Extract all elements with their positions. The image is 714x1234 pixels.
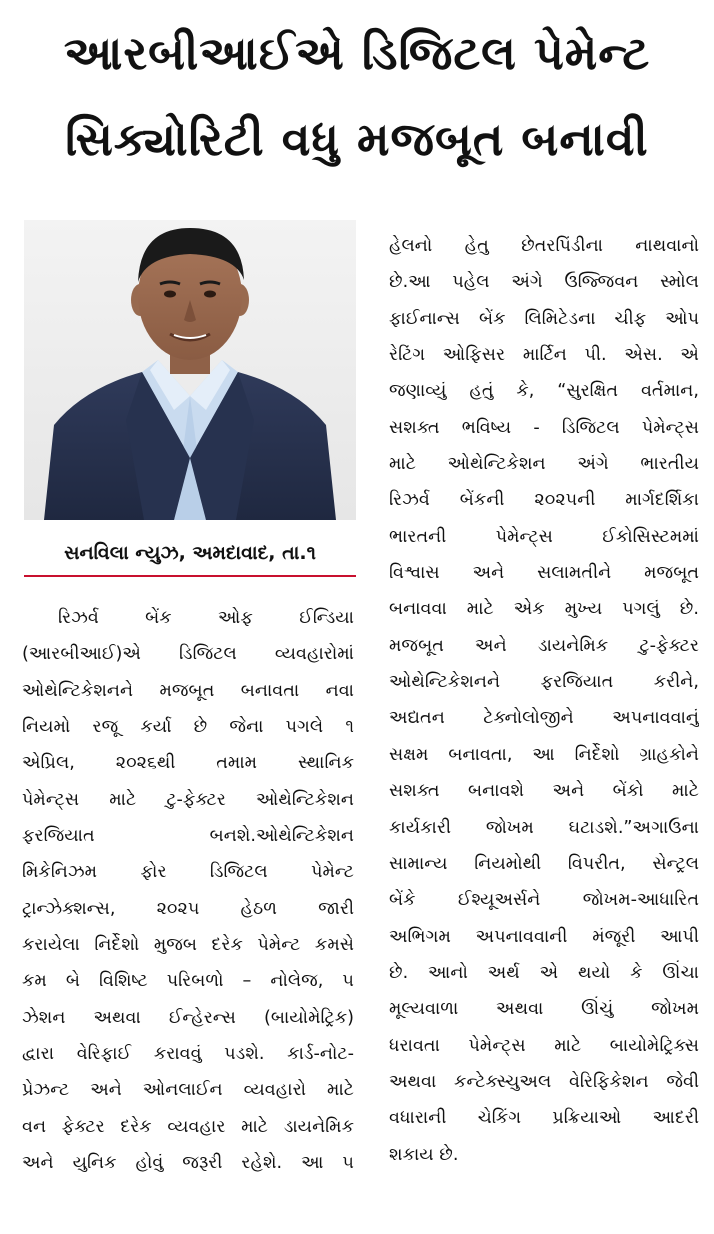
article-line: અને યુનિક હોવું જરૂરી રહેશે. આ ૫ (22, 1153, 354, 1174)
article-line: પેમેન્ટ્સ માટે ટુ-ફેક્ટર ઓથેન્ટિકેશન (22, 789, 354, 810)
headline-line-2: સિક્યોરિટી વધુ મજબૂત બનાવી (65, 112, 649, 166)
article-line: છે.આ પહેલ અંગે ઉજ્જિવન સ્મોલ (389, 272, 699, 293)
article-line: ઓથેન્ટિકેશનને ફરજિયાત કરીને, (389, 672, 699, 693)
article-column-right (389, 228, 699, 1173)
article-line: ફાઈનાન્સ બેંક લિમિટેડના ચીફ ઓપ (389, 308, 699, 329)
byline-divider (24, 575, 356, 577)
article-line: બેંકે ઈશ્યૂઅર્સને જોખમ-આધારિત (389, 890, 699, 911)
article-line: કાર્યકારી જોખમ ઘટાડશે.”અગાઉના (389, 817, 699, 838)
headline (14, 10, 700, 182)
article-line: રિઝર્વ બેંકની ૨૦૨૫ની માર્ગદર્શિકા (389, 490, 699, 511)
article-line: અથવા કન્ટેક્સ્ચુઅલ વેરિફિકેશન જેવી (389, 1071, 699, 1092)
article-line: વન ફેક્ટર દરેક વ્યવહાર માટે ડાયનેમિક (22, 1116, 354, 1137)
article-line: છે. આનો અર્થ એ થયો કે ઊંચા (389, 962, 699, 983)
article-line: ટ્રાન્ઝેક્શન્સ, ૨૦૨૫ હેઠળ જારી (22, 898, 354, 919)
article-line: વધારાની ચેકિંગ પ્રક્રિયાઓ આદરી (389, 1108, 699, 1129)
article-line: પ્રેઝન્ટ અને ઓનલાઈન વ્યવહારો માટે (22, 1080, 354, 1101)
article-line: ઓથેન્ટિકેશનને મજબૂત બનાવતા નવા (22, 680, 354, 701)
article-line: ફરજિયાત બનશે.ઓથેન્ટિકેશન (22, 826, 354, 847)
article-line: મિકેનિઝમ ફોર ડિજિટલ પેમેન્ટ (22, 862, 354, 883)
article-line: કરાયેલા નિર્દેશો મુજબ દરેક પેમેન્ટ કમસે (22, 935, 354, 956)
article-line: ધરાવતા પેમેન્ટ્સ માટે બાયોમેટ્રિક્સ (389, 1035, 699, 1056)
article-line: રિઝર્વ બેંક ઓફ ઈન્ડિયા (58, 608, 354, 628)
article-line: સક્ષમ બનાવતા, આ નિર્દેશો ગ્રાહકોને (389, 744, 699, 765)
article-line: ઝેશન અથવા ઈન્હેરન્સ (બાયોમેટ્રિક) (22, 1007, 354, 1028)
article-line: ભારતની પેમેન્ટ્સ ઈકોસિસ્ટમમાં (389, 526, 699, 547)
byline: સનવિલા ન્યુઝ, અમદાવાદ, તા.૧ (64, 542, 316, 564)
article-line: અદ્યતન ટેક્નોલોજીને અપનાવવાનું (389, 708, 699, 729)
article-line: એપ્રિલ, ૨૦૨૬થી તમામ સ્થાનિક (22, 753, 354, 774)
article-line: રેટિંગ ઓફિસર માર્ટિન પી. એસ. એ (389, 345, 699, 366)
headline-line-1: આરબીઆઈએ ડિજિટલ પેમેન્ટ (63, 26, 651, 80)
article-line: જણાવ્યું હતું કે, “સુરક્ષિત વર્તમાન, (389, 381, 699, 402)
article-line: શકાય છે. (389, 1144, 459, 1165)
portrait-photo (24, 220, 356, 520)
article-line: મજબૂત અને ડાયનેમિક ટુ-ફેક્ટર (389, 635, 699, 656)
article-line: સશક્ત ભવિષ્ય - ડિજિટલ પેમેન્ટ્સ (389, 417, 699, 438)
article-line: મૂલ્યવાળા અથવા ઊંચું જોખમ (389, 999, 699, 1020)
article-line: સામાન્ય નિયમોથી વિપરીત, સેન્ટ્રલ (389, 853, 699, 874)
portrait-illustration (24, 220, 356, 520)
article-line: (આરબીઆઈ)એ ડિજિટલ વ્યવહારોમાં (22, 644, 354, 665)
article-line: માટે ઓથેન્ટિકેશન અંગે ભારતીય (389, 454, 699, 475)
article-line: અભિગમ અપનાવવાની મંજૂરી આપી (389, 926, 699, 947)
article-line: બનાવવા માટે એક મુખ્ય પગલું છે. (389, 599, 699, 620)
article-line: વિશ્વાસ અને સલામતીને મજબૂત (389, 563, 699, 584)
article-line: કમ બે વિશિષ્ટ પરિબળો – નોલેજ, ૫ (22, 971, 354, 992)
article-line: દ્વારા વેરિફાઈ કરાવવું પડશે. કાર્ડ-નોટ- (22, 1044, 354, 1065)
article-line: સશક્ત બનાવશે અને બેંકો માટે (389, 781, 699, 802)
article-line: હેલનો હેતુ છેતરપિંડીના નાથવાનો (389, 236, 699, 256)
article-line: નિયમો રજૂ કર્યા છે જેના પગલે ૧ (22, 717, 354, 738)
article-column-left (22, 600, 354, 1182)
